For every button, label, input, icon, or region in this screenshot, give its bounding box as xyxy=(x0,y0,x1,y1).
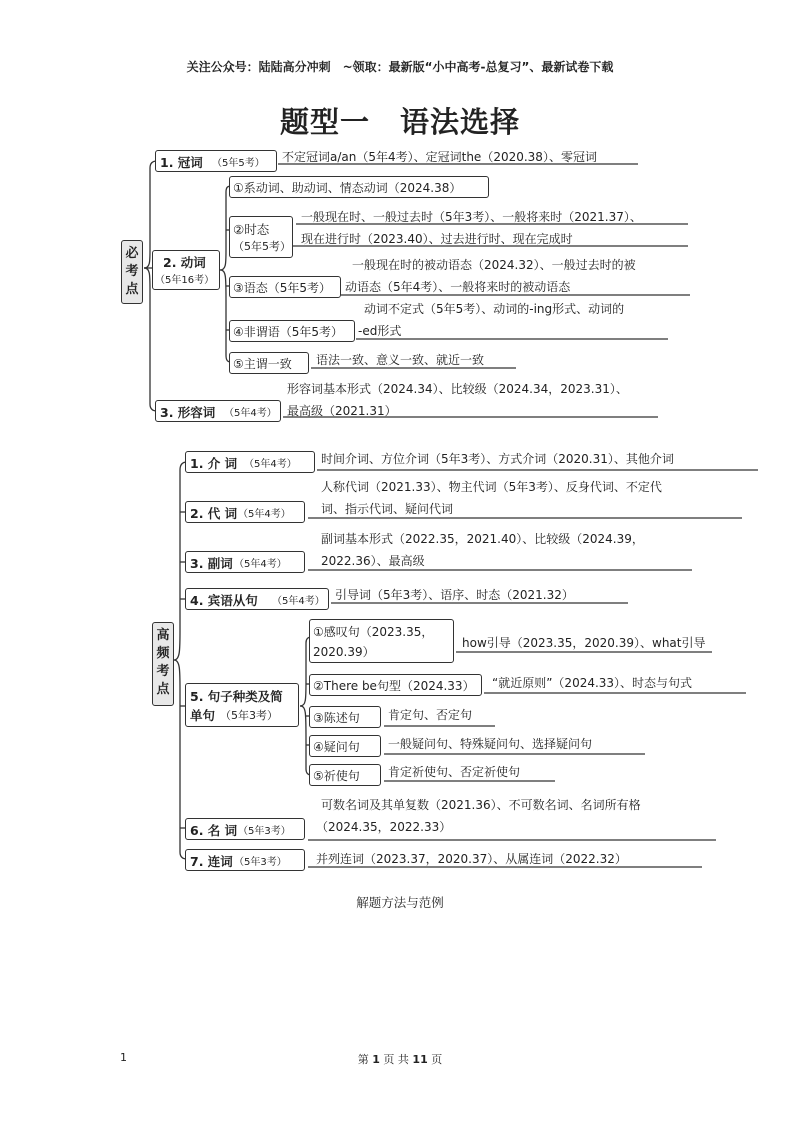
section1-label-char: 考 xyxy=(125,264,139,279)
node-verb xyxy=(152,250,220,290)
section2-label-char: 考 xyxy=(156,664,170,679)
node-sentence-types-count: （5年3考） xyxy=(220,709,278,722)
node-verb-voice xyxy=(229,276,341,298)
verb-tense-detail-1: 一般现在时、一般过去时（5年3考）、一般将来时（2021.37）、 xyxy=(301,210,642,224)
node-pronoun-count: （5年4考） xyxy=(238,509,291,520)
declarative-detail: 肯定句、否定句 xyxy=(388,708,473,722)
node-article-label: 1. 冠词 xyxy=(160,155,203,170)
node-verb-agreement xyxy=(229,352,309,374)
section1-label xyxy=(121,240,143,304)
noun-detail-1: 可数名词及其单复数（2021.36）、不可数名词、名词所有格 xyxy=(321,798,641,812)
node-preposition-label: 1. 介 词 xyxy=(190,456,238,471)
verb-nonfinite-detail-1: 动词不定式（5年5考）、动词的-ing形式、动词的 xyxy=(364,302,625,316)
node-preposition-count: （5年4考） xyxy=(244,459,297,470)
page-mid: 页 共 xyxy=(383,1053,409,1066)
node-adjective-label: 3. 形容词 xyxy=(160,405,216,420)
method-subtitle: 解题方法与范例 xyxy=(356,895,444,910)
node-imperative-label: ⑤祈使句 xyxy=(313,769,360,783)
pronoun-detail-1: 人称代词（2021.33）、物主代词（5年3考）、反身代词、不定代 xyxy=(321,480,662,494)
node-exclamatory xyxy=(309,619,454,663)
node-adverb-label: 3. 副词 xyxy=(190,556,233,571)
pronoun-detail-2: 词、指示代词、疑问代词 xyxy=(321,502,454,516)
page-indicator xyxy=(0,1051,800,1067)
node-adverb xyxy=(185,551,305,573)
node-imperative xyxy=(309,764,381,786)
section2-label xyxy=(152,622,174,706)
node-noun xyxy=(185,818,305,840)
node-there-be-label: ②There be句型（2024.33） xyxy=(313,679,475,693)
node-pronoun-label: 2. 代 词 xyxy=(190,506,238,521)
node-verb-voice-label: ③语态（5年5考） xyxy=(233,281,332,295)
node-declarative-label: ③陈述句 xyxy=(313,711,360,725)
node-sentence-types-label: 5. 句子种类及简 xyxy=(190,689,283,704)
object-clause-detail: 引导词（5年3考）、语序、时态（2021.32） xyxy=(335,588,574,602)
node-verb-tense xyxy=(229,216,293,258)
page-title: 题型一 语法选择 xyxy=(279,105,520,139)
verb-voice-detail-1: 一般现在时的被动语态（2024.32）、一般过去时的被 xyxy=(352,258,636,272)
node-declarative xyxy=(309,706,381,728)
page-suffix: 页 xyxy=(431,1053,443,1066)
node-article xyxy=(155,150,277,172)
node-preposition xyxy=(185,451,315,473)
node-sentence-types xyxy=(185,683,299,727)
node-noun-count: （5年3考） xyxy=(238,826,291,837)
node-sentence-types-label-2: 单句 xyxy=(190,708,216,723)
node-verb-nonfinite xyxy=(229,320,355,342)
interrogative-detail: 一般疑问句、特殊疑问句、选择疑问句 xyxy=(388,737,593,751)
node-verb-agreement-label: ⑤主谓一致 xyxy=(233,357,292,371)
adverb-detail-1: 副词基本形式（2022.35，2021.40）、比较级（2024.39， xyxy=(321,532,644,546)
node-adjective-count: （5年4考） xyxy=(224,408,277,419)
verb-tense-detail-2: 现在进行时（2023.40）、过去进行时、现在完成时 xyxy=(301,232,573,246)
page-total: 11 xyxy=(412,1053,428,1066)
node-adverb-count: （5年4考） xyxy=(234,559,287,570)
node-verb-count: （5年16考） xyxy=(155,275,215,286)
node-object-clause-label: 4. 宾语从句 xyxy=(190,593,258,608)
imperative-detail: 肯定祈使句、否定祈使句 xyxy=(388,765,521,779)
noun-detail-2: （2024.35，2022.33） xyxy=(316,820,452,834)
node-verb-tense-label: ②时态 xyxy=(233,222,270,237)
conjunction-detail: 并列连词（2023.37，2020.37）、从属连词（2022.32） xyxy=(316,852,627,866)
exclamatory-detail: how引导（2023.35，2020.39）、what引导 xyxy=(462,636,706,650)
article-detail: 不定冠词a/an（5年4考）、定冠词the（2020.38）、零冠词 xyxy=(282,150,597,164)
verb-agreement-detail: 语法一致、意义一致、就近一致 xyxy=(316,353,485,367)
node-verb-label: 2. 动词 xyxy=(163,255,206,270)
node-there-be xyxy=(309,674,482,696)
section2-label-char: 高 xyxy=(156,628,170,643)
node-conjunction xyxy=(185,849,305,871)
section2-label-char: 频 xyxy=(156,646,170,661)
page-number: 1 xyxy=(372,1053,380,1066)
node-interrogative xyxy=(309,735,381,757)
adjective-detail-1: 形容词基本形式（2024.34）、比较级（2024.34，2023.31）、 xyxy=(287,382,628,396)
node-article-count: （5年5考） xyxy=(212,158,265,169)
adjective-detail-2: 最高级（2021.31） xyxy=(287,404,397,418)
node-object-clause-count: （5年4考） xyxy=(272,596,325,607)
node-verb-nonfinite-label: ④非谓语（5年5考） xyxy=(233,325,344,339)
section2-label-char: 点 xyxy=(156,682,170,697)
node-adjective xyxy=(155,400,281,422)
verb-nonfinite-detail-2: -ed形式 xyxy=(358,324,402,338)
page-prefix: 第 xyxy=(357,1053,369,1066)
page-header: 关注公众号：陆陆高分冲刺 ~领取：最新版“小中高考-总复习”、最新试卷下载 xyxy=(186,60,614,74)
there-be-detail: “就近原则”（2024.33）、时态与句式 xyxy=(492,676,693,690)
verb-voice-detail-2: 动语态（5年4考）、一般将来时的被动语态 xyxy=(345,280,571,294)
section1-label-char: 必 xyxy=(125,246,139,261)
node-conjunction-label: 7. 连词 xyxy=(190,854,233,869)
node-verb-linking-label: ①系动词、助动词、情态动词（2024.38） xyxy=(233,181,462,195)
node-exclamatory-label-2: 2020.39） xyxy=(313,645,375,659)
node-pronoun xyxy=(185,501,305,523)
node-conjunction-count: （5年3考） xyxy=(234,857,287,868)
node-object-clause xyxy=(185,588,329,610)
node-verb-linking xyxy=(229,176,489,198)
footer-left-number: 1 xyxy=(120,1051,127,1064)
node-exclamatory-label: ①感叹句（2023.35， xyxy=(313,625,434,639)
node-verb-tense-count: （5年5考） xyxy=(233,240,291,253)
node-noun-label: 6. 名 词 xyxy=(190,823,238,838)
section1-label-char: 点 xyxy=(125,282,139,297)
node-interrogative-label: ④疑问句 xyxy=(313,740,360,754)
preposition-detail: 时间介词、方位介词（5年3考）、方式介词（2020.31）、其他介词 xyxy=(321,452,674,466)
adverb-detail-2: 2022.36）、最高级 xyxy=(321,554,425,568)
